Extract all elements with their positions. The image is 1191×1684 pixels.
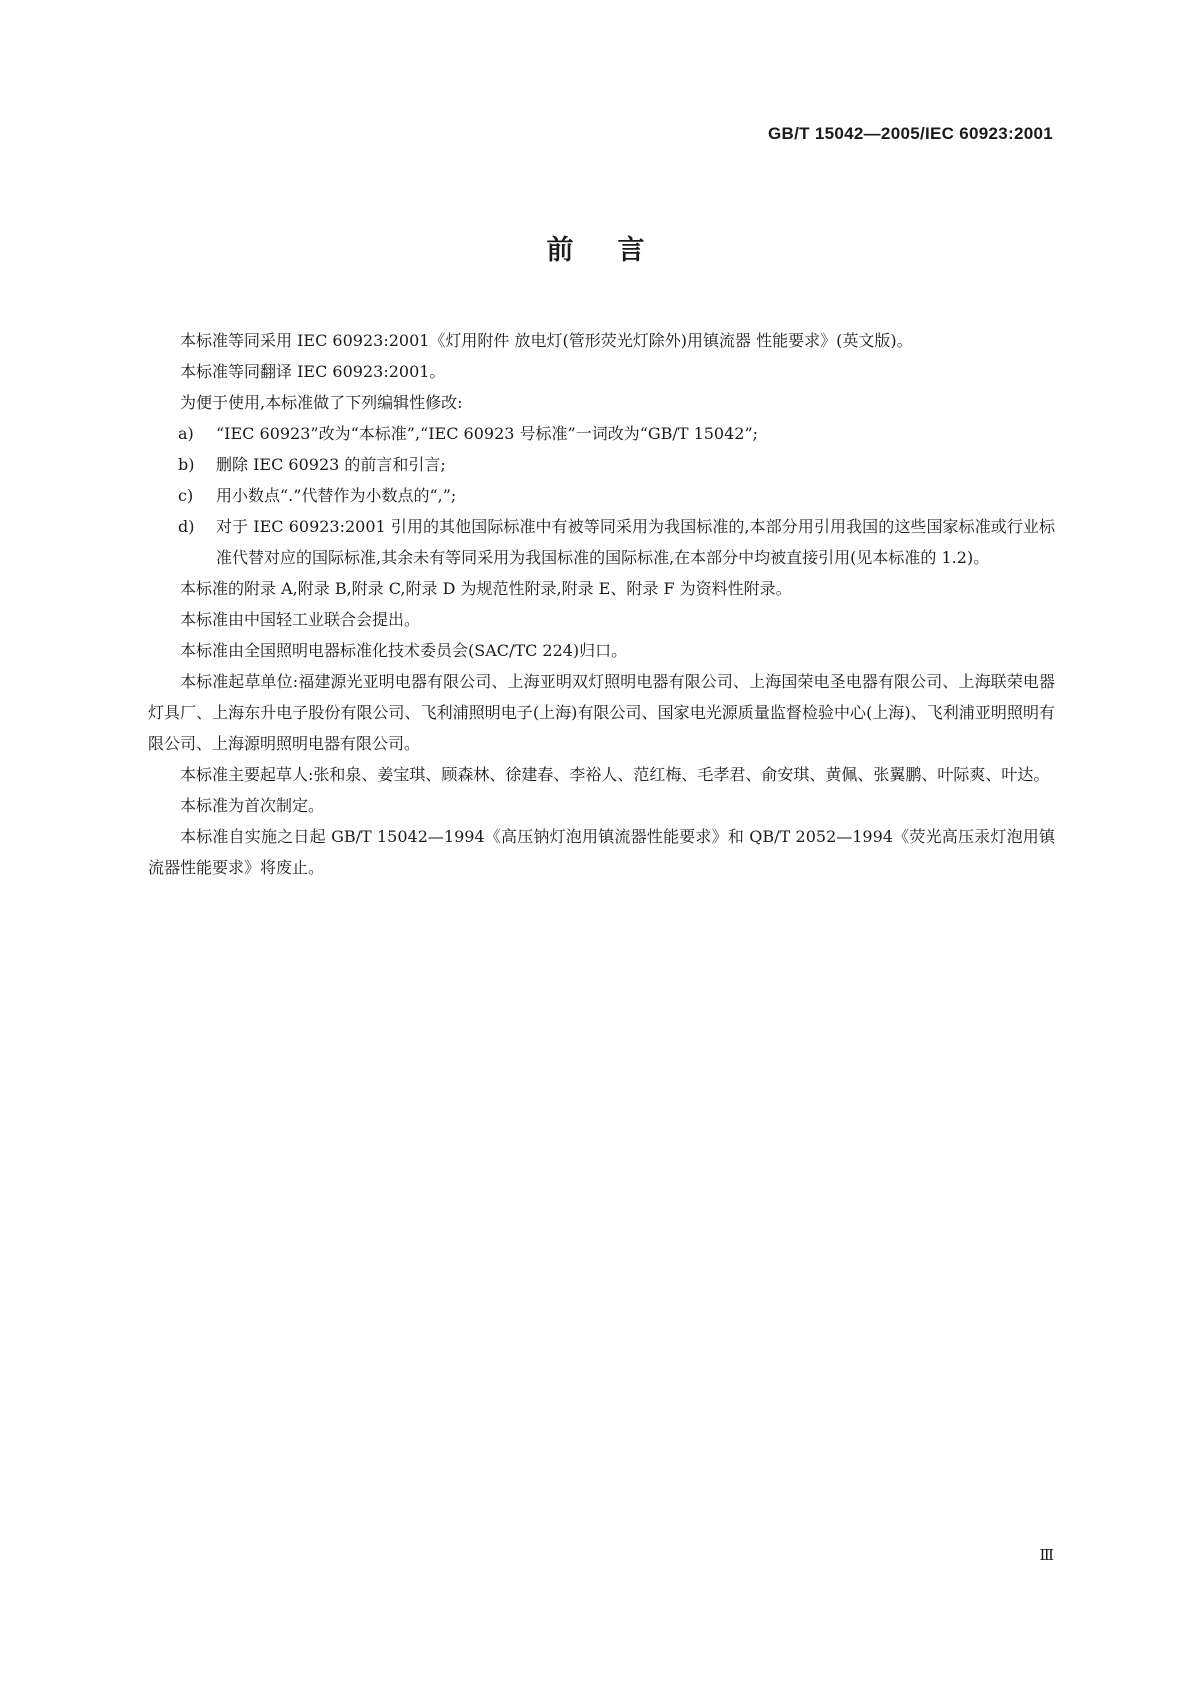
page-number: Ⅲ [1039, 1546, 1053, 1564]
list-item-text: 删除 IEC 60923 的前言和引言; [216, 455, 446, 474]
paragraph-proposer: 本标准由中国轻工业联合会提出。 [180, 610, 421, 629]
paragraph-annexes: 本标准的附录 A,附录 B,附录 C,附录 D 为规范性附录,附录 E、附录 F 为资料性附录。 [180, 579, 792, 598]
paragraph-committee: 本标准由全国照明电器标准化技术委员会(SAC/TC 224)归口。 [180, 641, 628, 660]
list-marker: d) [178, 517, 195, 536]
list-item-b [148, 449, 1055, 480]
paragraph-drafting-units: 本标准起草单位:福建源光亚明电器有限公司、上海亚明双灯照明电器有限公司、上海国荣电圣电器有限公司、上海联荣电器灯具厂、上海东升电子股份有限公司、飞利浦照明电子(上海)有限公司、国家电光源质量监督检验中心(上海)、飞利浦亚明照明有限公司、上海源明照明电器有限公司。 [148, 672, 1055, 753]
paragraph-edits-intro: 为便于使用,本标准做了下列编辑性修改: [180, 393, 463, 412]
list-item-c [148, 480, 1055, 511]
paragraph-first-edition: 本标准为首次制定。 [180, 796, 325, 815]
list-item-text: “IEC 60923”改为“本标准”,“IEC 60923 号标准”一词改为“GB/T 15042”; [216, 424, 759, 443]
paragraph-translation: 本标准等同翻译 IEC 60923:2001。 [180, 362, 446, 381]
list-item-a [148, 418, 1055, 449]
list-item-text: 对于 IEC 60923:2001 引用的其他国际标准中有被等同采用为我国标准的,本部分用引用我国的这些国家标准或行业标准代替对应的国际标准,其余未有等同采用为我国标准的国际标准,在本部分中均被直接引用(见本标准的 1.2)。 [216, 517, 1055, 567]
list-marker: c) [178, 486, 194, 505]
paragraph-drafters: 本标准主要起草人:张和泉、姜宝琪、顾森林、徐建春、李裕人、范红梅、毛孝君、俞安琪、黄佩、张翼鹏、叶际爽、叶达。 [180, 765, 1050, 784]
list-item-text: 用小数点“.”代替作为小数点的“,”; [216, 486, 457, 505]
paragraph-supersedes: 本标准自实施之日起 GB/T 15042—1994《高压钠灯泡用镇流器性能要求》和 QB/T 2052—1994《荧光高压汞灯泡用镇流器性能要求》将废止。 [148, 827, 1055, 877]
foreword-body [148, 325, 1055, 883]
page-title: 前言 [546, 235, 689, 266]
standard-code-header: GB/T 15042—2005/IEC 60923:2001 [768, 124, 1053, 143]
list-item-d [148, 511, 1055, 573]
paragraph-adoption: 本标准等同采用 IEC 60923:2001《灯用附件 放电灯(管形荧光灯除外)用镇流器 性能要求》(英文版)。 [180, 331, 913, 350]
list-marker: b) [178, 455, 195, 474]
list-marker: a) [178, 424, 194, 443]
